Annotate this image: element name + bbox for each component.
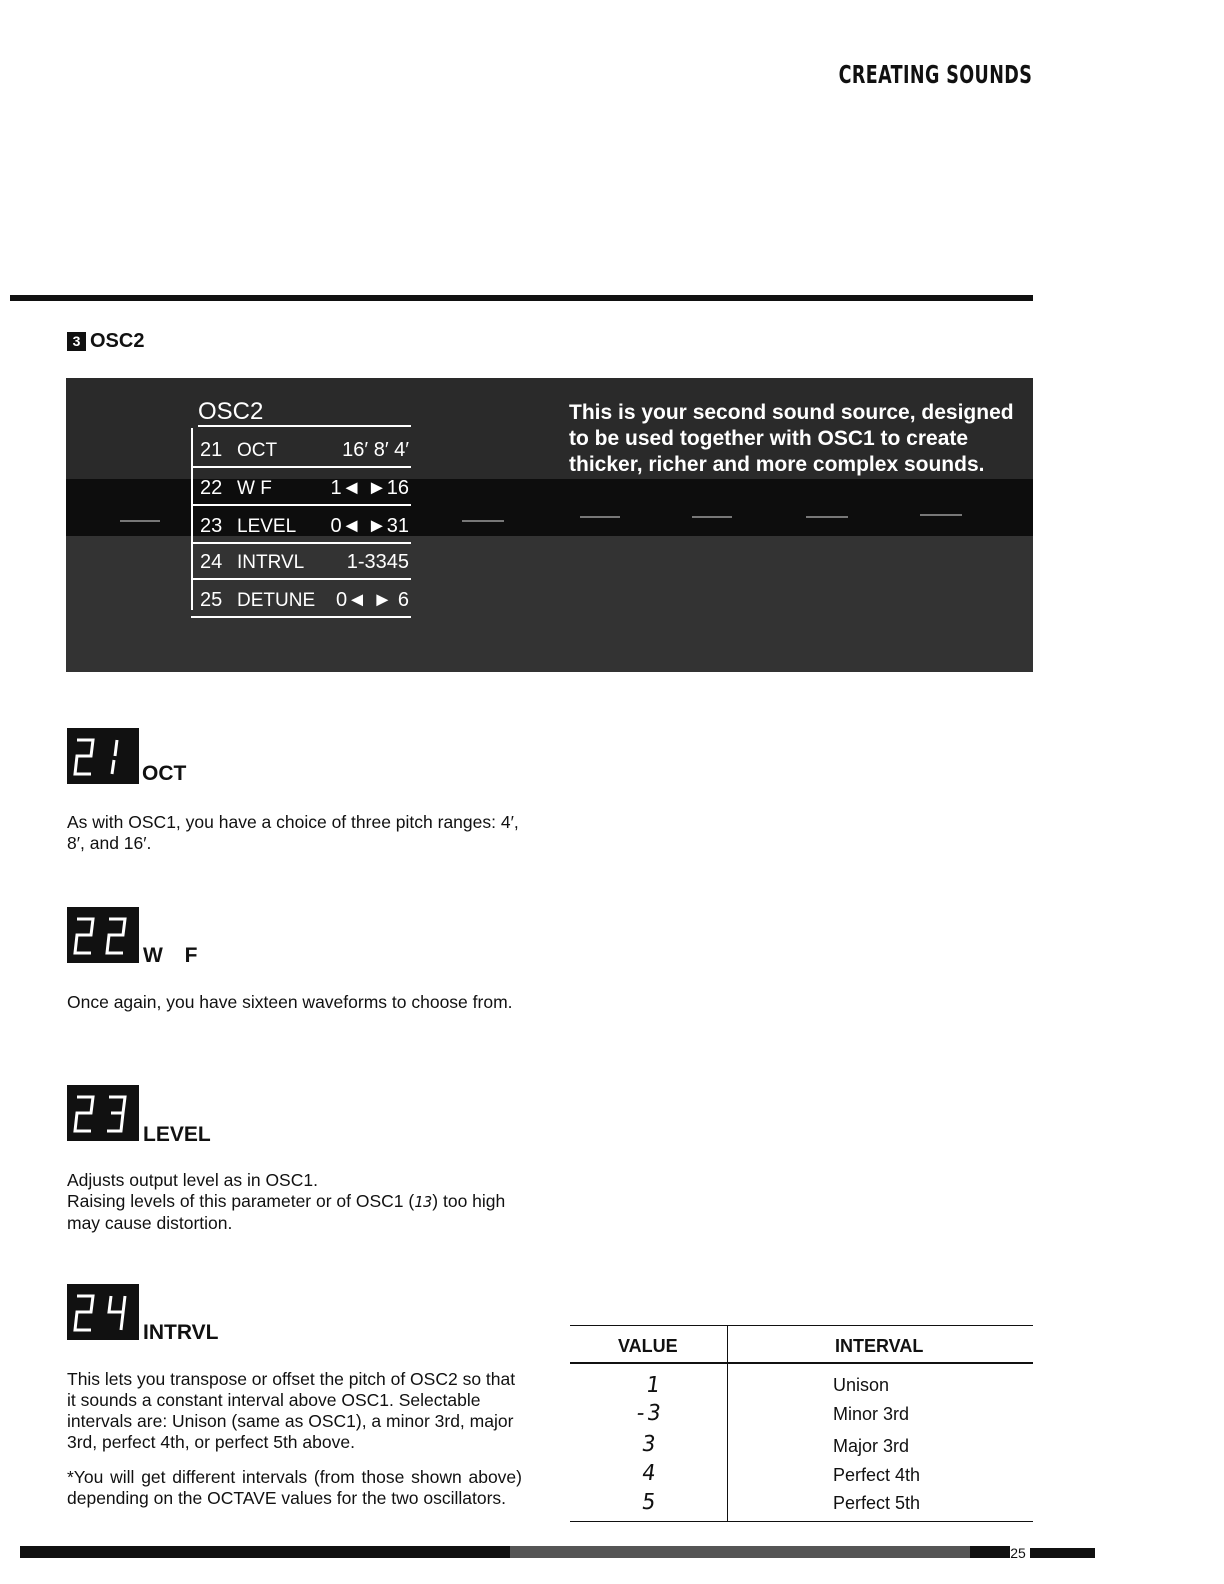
table-value: 5 bbox=[640, 1490, 658, 1515]
panel-title: OSC2 bbox=[198, 398, 264, 425]
section-number-badge: 3 bbox=[67, 332, 86, 351]
param-text-oct: As with OSC1, you have a choice of three pitch ranges: 4′, 8′, and 16′. bbox=[67, 812, 519, 853]
lcd-digits-23-icon bbox=[67, 1085, 139, 1141]
footer-bar-shade bbox=[510, 1546, 970, 1558]
panel-row-name: W F bbox=[237, 478, 272, 499]
lcd-digits-24-icon bbox=[67, 1284, 139, 1340]
lcd-display-21 bbox=[67, 728, 139, 784]
table-divider bbox=[727, 1326, 728, 1521]
table-value: 4 bbox=[640, 1461, 658, 1486]
level-text-code: 13 bbox=[414, 1193, 433, 1211]
param-text-level-line2 bbox=[67, 1191, 522, 1234]
panel-dash bbox=[120, 520, 160, 522]
panel-description: This is your second sound source, designed to be used together with OSC1 to create thicker, richer and more complex sounds. bbox=[569, 401, 1014, 476]
param-text-intrvl: This lets you transpose or offset the pitch of OSC2 so that it sounds a constant interval above OSC1. Selectable intervals are: Unison (same as OSC1), a minor 3rd, major 3rd, perfect 4th, or perfect 5th above. bbox=[67, 1369, 516, 1452]
table-interval: Major 3rd bbox=[833, 1436, 910, 1456]
panel-row-name: DETUNE bbox=[237, 590, 316, 611]
panel-row-number: 25 bbox=[200, 589, 223, 611]
header-interval: INTERVAL bbox=[835, 1336, 924, 1356]
table-interval: Perfect 5th bbox=[833, 1493, 921, 1513]
level-text-a: Raising levels of this parameter or of OSC1 ( bbox=[67, 1191, 415, 1211]
panel-row bbox=[191, 580, 411, 618]
param-text-level bbox=[67, 1170, 522, 1234]
table-interval: Unison bbox=[833, 1375, 890, 1395]
panel-row-value: 1◄ ►16 bbox=[330, 477, 409, 499]
section-title bbox=[67, 330, 144, 353]
param-label-oct: OCT bbox=[142, 762, 187, 785]
top-rule bbox=[10, 295, 1033, 301]
header-value: VALUE bbox=[618, 1336, 678, 1356]
page-number: 25 bbox=[1010, 1545, 1026, 1561]
panel-row-value: 0◄ ►31 bbox=[330, 515, 409, 537]
panel-row-number: 24 bbox=[200, 551, 223, 573]
lcd-digits-21-icon bbox=[67, 728, 139, 784]
panel-row bbox=[191, 542, 411, 580]
table-bottom-rule bbox=[570, 1521, 1033, 1522]
page-header-title: CREATING SOUNDS bbox=[838, 60, 1032, 89]
panel-row bbox=[191, 468, 411, 506]
panel-row-number: 21 bbox=[200, 439, 223, 461]
param-label-wf: W F bbox=[143, 944, 206, 967]
interval-table-header bbox=[570, 1325, 1033, 1364]
param-text-wf: Once again, you have sixteen waveforms to choose from. bbox=[67, 992, 513, 1012]
table-value: -3 bbox=[632, 1401, 663, 1426]
lcd-display-23 bbox=[67, 1085, 139, 1141]
panel-row-name: OCT bbox=[237, 440, 278, 461]
panel-row-name: INTRVL bbox=[237, 552, 305, 573]
panel-row-number: 22 bbox=[200, 477, 223, 499]
section-title-text: OSC2 bbox=[90, 330, 145, 352]
table-interval: Minor 3rd bbox=[833, 1404, 910, 1424]
table-value: 3 bbox=[640, 1432, 658, 1457]
panel-row-value: 0◄ ► 6 bbox=[336, 589, 409, 611]
param-text-level-line1: Adjusts output level as in OSC1. bbox=[67, 1170, 318, 1190]
lcd-display-22 bbox=[67, 907, 139, 963]
panel-title-rule bbox=[198, 425, 411, 427]
level-text-b: ) too high may cause distortion. bbox=[67, 1191, 506, 1233]
lcd-digits-22-icon bbox=[67, 907, 139, 963]
footer-bar-right bbox=[1030, 1548, 1095, 1558]
panel-row-value: 1-3345 bbox=[346, 551, 409, 573]
panel-dash bbox=[692, 516, 732, 518]
panel-row-value: 16′ 8′ 4′ bbox=[342, 439, 409, 461]
lcd-display-24 bbox=[67, 1284, 139, 1340]
panel-row-number: 23 bbox=[200, 515, 223, 537]
param-label-level: LEVEL bbox=[143, 1123, 211, 1146]
panel-row bbox=[191, 506, 411, 544]
panel-dash bbox=[462, 520, 504, 522]
param-note-intrvl: *You will get different intervals (from those shown above) depending on the OCTAVE values for the two oscillators. bbox=[67, 1467, 522, 1508]
param-label-intrvl: INTRVL bbox=[143, 1321, 219, 1344]
panel-dash bbox=[580, 516, 620, 518]
panel-dash bbox=[806, 516, 848, 518]
table-interval: Perfect 4th bbox=[833, 1465, 921, 1485]
table-value: 1 bbox=[644, 1373, 662, 1398]
panel-dash bbox=[920, 514, 962, 516]
panel-row-name: LEVEL bbox=[237, 516, 297, 537]
panel-row bbox=[191, 430, 411, 468]
